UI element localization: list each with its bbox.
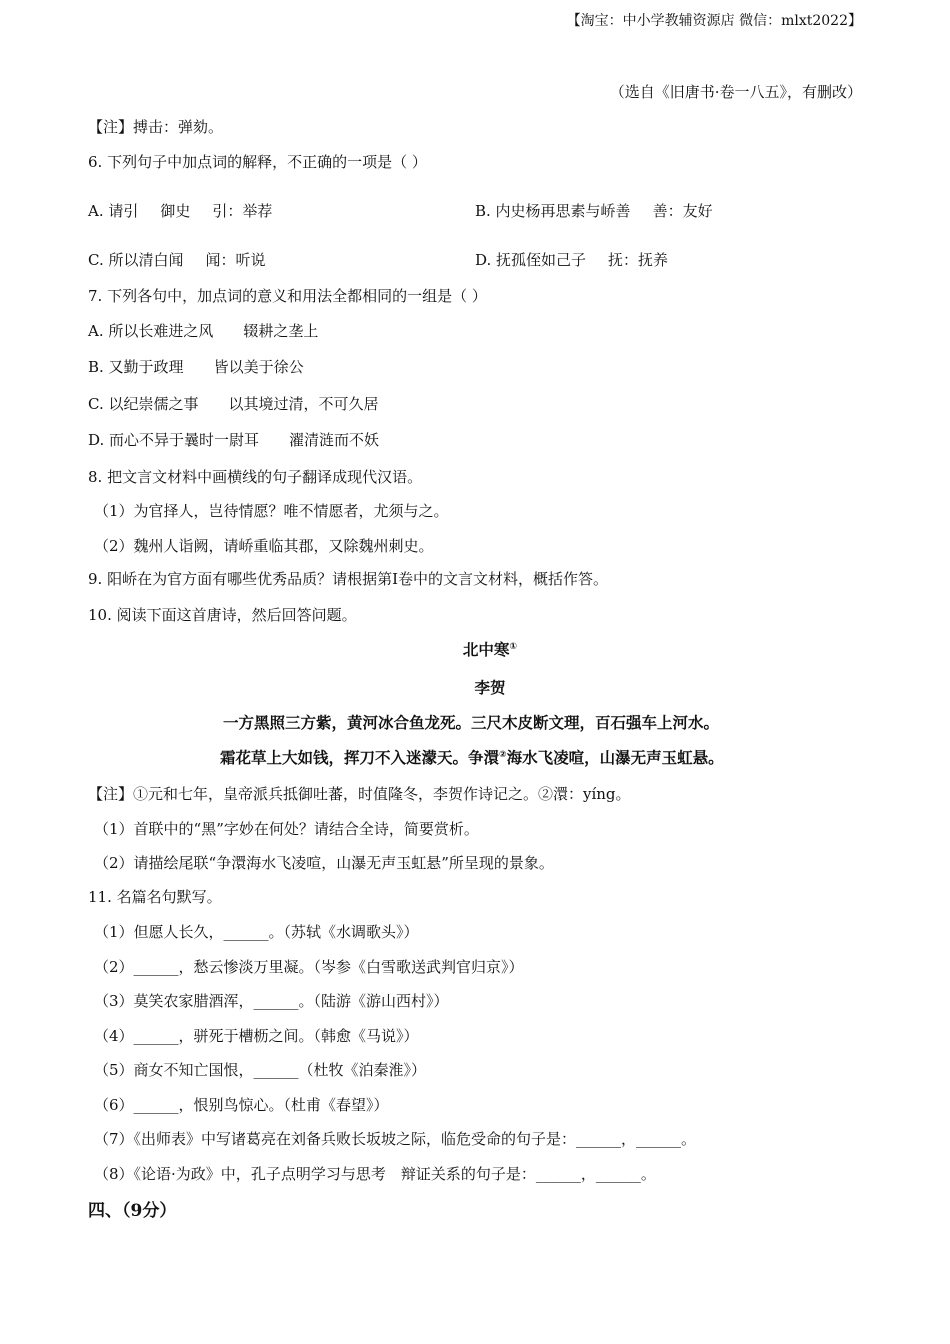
question-7-option-a [88, 320, 318, 341]
option-c-gloss: 闻：听说 [205, 251, 266, 269]
option-d-second: 濯清涟而不妖 [289, 431, 380, 449]
option-b-first: B. 又勤于政理 [88, 358, 184, 376]
dictation-item: （7）《出师表》中写诸葛亮在刘备兵败长坂坡之际，临危受命的句子是：______，______。 [94, 1130, 697, 1148]
question-7-stem: 7. 下列各句中，加点词的意义和用法全都相同的一组是（ ） [88, 287, 487, 305]
option-c-first: C. 以纪崇儒之事 [88, 395, 199, 413]
poem-line-1: 一方黑照三方紫，黄河冰合鱼龙死。三尺木皮断文理，百石强车上河水。 [223, 714, 720, 732]
question-6-option-a [88, 200, 272, 221]
option-d-gloss: 抚：抚养 [608, 251, 669, 269]
dictation-item: （2）______，愁云惨淡万里凝。（岑参《白雪歌送武判官归京》） [94, 958, 524, 976]
section-heading: 四、（9分） [88, 1201, 177, 1221]
dictation-item: （8）《论语·为政》中，孔子点明学习与思考 辩证关系的句子是：______，______。 [94, 1165, 656, 1183]
question-6-option-b [475, 200, 713, 221]
option-b-gloss: 善：友好 [652, 202, 713, 220]
option-c-sentence: C. 所以清白闻 [88, 251, 184, 269]
dictation-item: （5）商女不知亡国恨，______（杜牧《泊秦淮》） [94, 1061, 427, 1079]
question-6-option-d [475, 249, 668, 270]
poem-note: 【注】①元和七年，皇帝派兵抵御吐蕃，时值隆冬，李贺作诗记之。②澴：yíng。 [88, 785, 631, 803]
poem-author: 李贺 [474, 679, 506, 697]
question-8-stem: 8. 把文言文材料中画横线的句子翻译成现代汉语。 [88, 468, 423, 486]
dictation-item: （3）莫笑农家腊酒浑，______。（陆游《游山西村》） [94, 992, 449, 1010]
option-a-second: 辍耕之垄上 [243, 322, 319, 340]
question-10-sub-1: （1）首联中的“黑”字妙在何处？请结合全诗，简要赏析。 [94, 820, 479, 838]
poem-line-note-mark: ② [499, 749, 507, 760]
question-6-stem: 6. 下列句子中加点词的解释，不正确的一项是（ ） [88, 153, 427, 171]
question-10-stem: 10. 阅读下面这首唐诗，然后回答问题。 [88, 606, 357, 624]
option-a-first: A. 所以长难进之风 [88, 322, 214, 340]
poem-title: 北中寒① [462, 641, 518, 659]
question-11-stem: 11. 名篇名句默写。 [88, 888, 222, 906]
option-a-word: 御史 [160, 202, 191, 220]
question-8-sub-2: （2）魏州人诣阙，请峤重临其郡，又除魏州刺史。 [94, 537, 434, 555]
question-9-stem: 9. 阳峤在为官方面有哪些优秀品质？请根据第Ⅰ卷中的文言文材料，概括作答。 [88, 570, 609, 588]
option-a-sentence: A. 请引 [88, 202, 139, 220]
question-7-option-d [88, 429, 379, 450]
dictation-item: （6）______，恨别鸟惊心。（杜甫《春望》） [94, 1096, 389, 1114]
question-7-option-c [88, 393, 379, 414]
note-text: 【注】搏击：弹劾。 [88, 118, 224, 136]
question-7-option-b [88, 356, 304, 377]
option-d-first: D. 而心不异于曩时一尉耳 [88, 431, 260, 449]
source-citation: （选自《旧唐书·卷一八五》，有删改） [609, 83, 862, 101]
dictation-item: （1）但愿人长久，______。（苏轼《水调歌头》） [94, 923, 419, 941]
option-c-second: 以其境过清，不可久居 [228, 395, 379, 413]
option-b-second: 皆以美于徐公 [213, 358, 304, 376]
poem-line-2: 霜花草上大如钱，挥刀不入迷濛天。争澴②海水飞凌喧，山瀑无声玉虹悬。 [220, 749, 724, 767]
question-6-option-c [88, 249, 266, 270]
option-d-sentence: D. 抚孤侄如己子 [475, 251, 587, 269]
dictation-item: （4）______，骈死于槽枥之间。（韩愈《马说》） [94, 1027, 419, 1045]
question-10-sub-2: （2）请描绘尾联“争澴海水飞凌喧，山瀑无声玉虹悬”所呈现的景象。 [94, 854, 554, 872]
option-a-gloss: 引：举荐 [212, 202, 273, 220]
question-8-sub-1: （1）为官择人，岂待情愿？唯不情愿者，尤须与之。 [94, 502, 449, 520]
page-header: 【淘宝：中小学教辅资源店 微信：mlxt2022】 [566, 13, 862, 29]
poem-title-note-mark: ① [509, 641, 518, 652]
option-b-sentence: B. 内史杨再思素与峤善 [475, 202, 631, 220]
